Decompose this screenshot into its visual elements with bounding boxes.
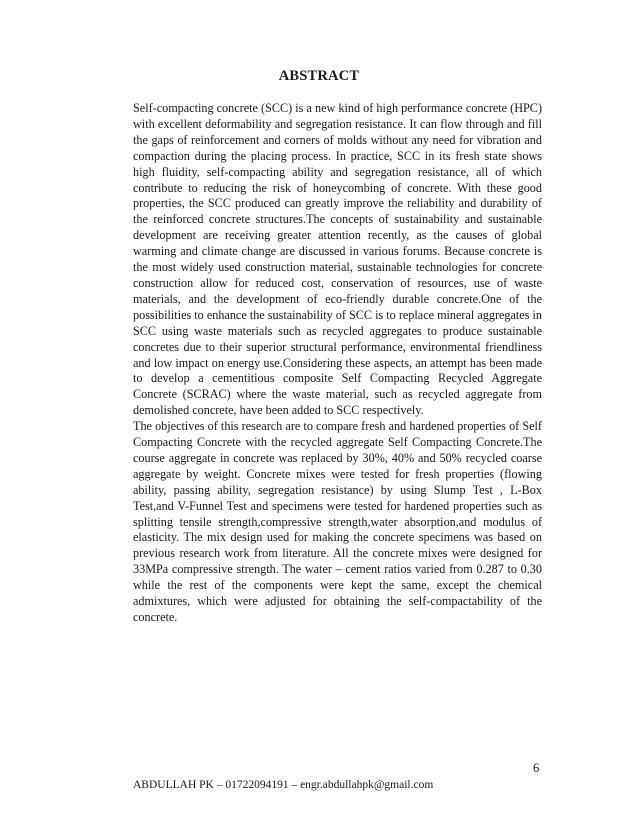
abstract-heading: ABSTRACT — [278, 68, 360, 84]
page-footer: ABDULLAH PK – 01722094191 – engr.abdullahpk@gmail.com — [133, 779, 434, 791]
abstract-body — [133, 101, 542, 626]
abstract-paragraph-2: The objectives of this research are to compare fresh and hardened properties of Self Compacting Concrete with the recycled aggregate Self Compacting Concrete.The course aggregate in concrete was replaced by 30%, 40% and 50% recycled coarse aggregate by weight. Concrete mixes were tested for fresh properties (flowing ability, passing ability, segregation resistance) by using Slump Test , L-Box Test,and V-Funnel Test and specimens were tested for hardened properties such as splitting tensile strength,compressive strength,water absorption,and modulus of elasticity. The mix design used for making the concrete specimens was based on previous research work from literature. All the concrete mixes were designed for 33MPa compressive strength. The water – cement ratios varied from 0.287 to 0.30 while the rest of the components were kept the same, except the chemical admixtures, which were adjusted for obtaining the self-compactability of the concrete. — [133, 419, 542, 624]
abstract-paragraph-1: Self-compacting concrete (SCC) is a new kind of high performance concrete (HPC) with excellent deformability and segregation resistance. It can flow through and fill the gaps of reinforcement and corners of molds without any need for vibration and compaction during the placing process. In practice, SCC in its fresh state shows high fluidity, self-compacting ability and segregation resistance, all of which contribute to reducing the risk of honeycombing of concrete. With these good properties, the SCC produced can greatly improve the reliability and durability of the reinforced concrete structures.The concepts of sustainability and sustainable development are receiving greater attention recently, as the causes of global warming and climate change are discussed in various forums. Because concrete is the most widely used construction material, sustainable technologies for concrete construction allow for reduced cost, conservation of resources, use of waste materials, and the development of eco-friendly durable concrete.One of the possibilities to enhance the sustainability of SCC is to replace mineral aggregates in SCC using waste materials such as recycled aggregates to produce sustainable concretes due to their superior structural performance, environmental friendliness and low impact on energy use.Considering these aspects, an attempt has been made to develop a cementitious composite Self Compacting Recycled Aggregate Concrete (SCRAC) where the waste material, such as recycled aggregate from demolished concrete, have been added to SCC respectively. — [133, 101, 542, 418]
page-number: 6 — [533, 761, 540, 775]
